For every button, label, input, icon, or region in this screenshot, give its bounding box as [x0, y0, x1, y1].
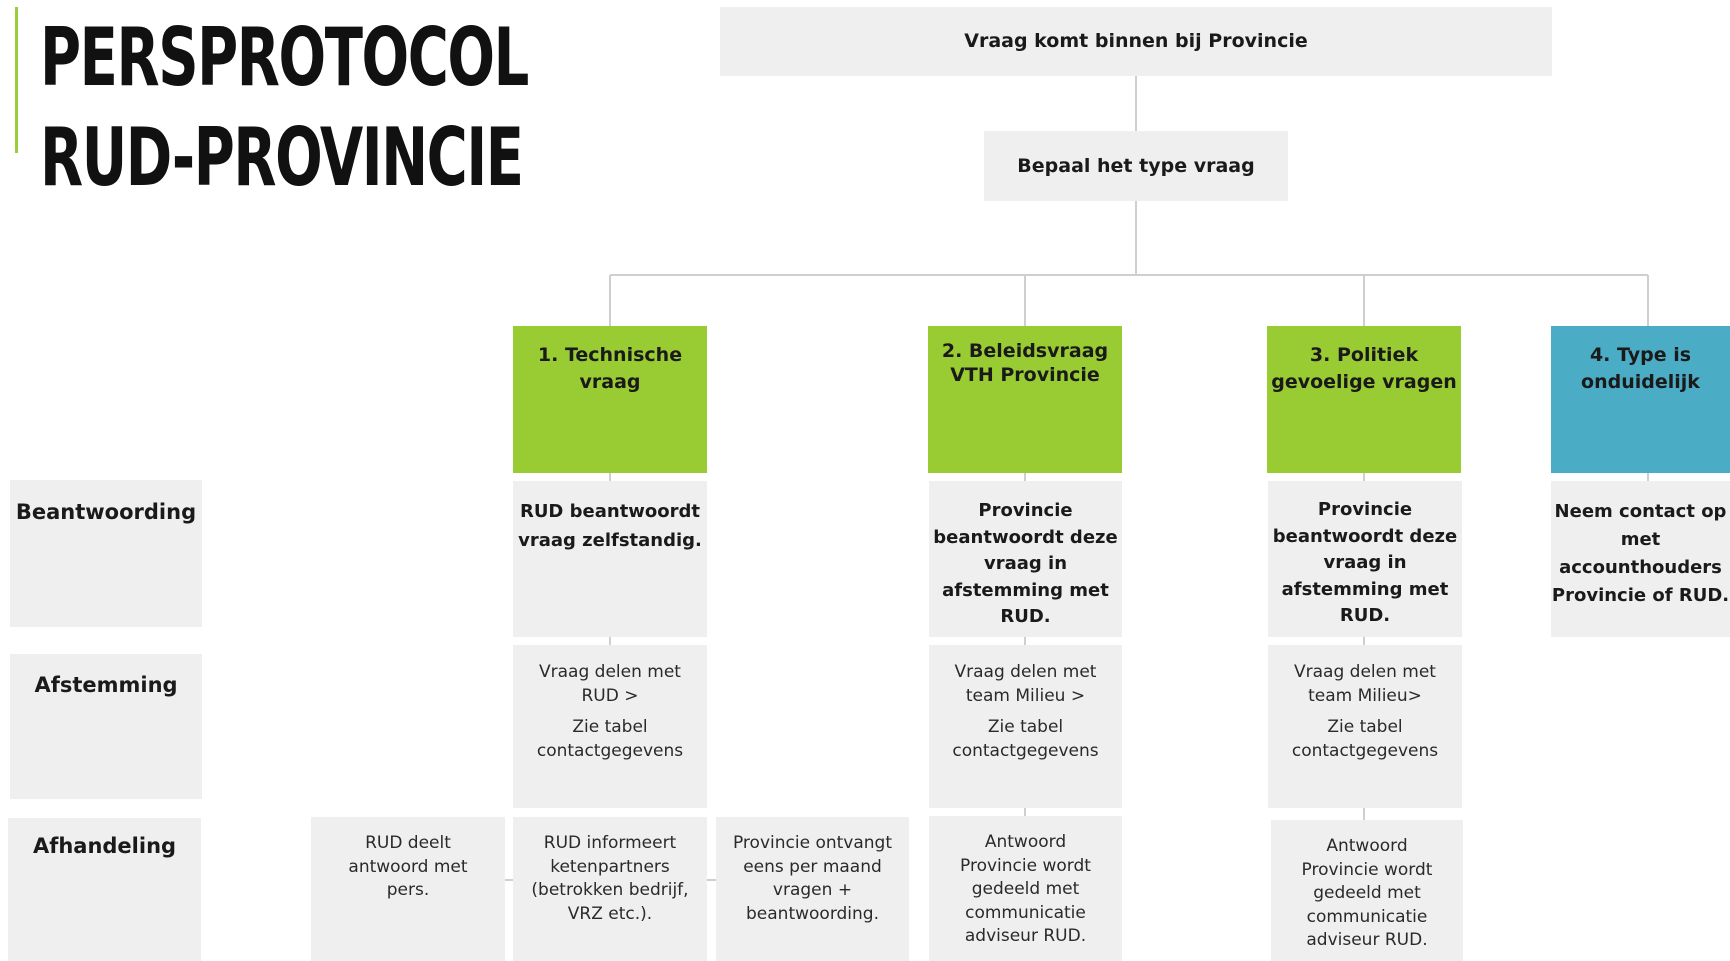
text-line: (betrokken bedrijf,	[531, 880, 689, 900]
text-line: gedeeld met	[971, 879, 1080, 899]
page-title	[40, 8, 528, 208]
type-4-heading-line: 4. Type is	[1589, 344, 1692, 366]
text-line: RUD >	[581, 685, 639, 706]
text-line: VRZ etc.).	[567, 903, 653, 924]
afhandeling-rud-ketenpartners	[513, 817, 707, 961]
text-line: adviseur RUD.	[964, 926, 1087, 946]
text-line: beantwoordt deze	[1272, 525, 1458, 547]
type-2-heading-line: VTH Provincie	[950, 364, 1100, 386]
text-line: adviseur RUD.	[1306, 930, 1428, 950]
text-line: RUD deelt	[365, 833, 451, 853]
text-line: RUD.	[1000, 606, 1051, 627]
page-title-line2: RUD-PROVINCIE	[40, 111, 523, 204]
type-3-heading-line: gevoelige vragen	[1271, 371, 1457, 393]
text-line: eens per maand	[743, 856, 882, 877]
text-line: antwoord met	[348, 856, 468, 877]
text-line: afstemming met	[1281, 578, 1449, 600]
text-line: contactgegevens	[1291, 740, 1439, 761]
text-line: Provincie of RUD.	[1551, 585, 1730, 606]
row-label-text: Afhandeling	[32, 834, 177, 858]
text-line: Provincie	[1317, 499, 1413, 520]
type-2-afhandeling	[929, 816, 1122, 961]
type-2-heading	[928, 326, 1122, 473]
text-line: ketenpartners	[550, 856, 670, 877]
type-1-beantwoording	[513, 481, 707, 637]
text-line: contactgegevens	[536, 740, 684, 761]
type-4-heading-line: onduidelijk	[1581, 371, 1700, 393]
text-line: Vraag delen met	[1294, 662, 1436, 682]
text-line: afstemming met	[942, 579, 1109, 601]
type-3-beantwoording	[1268, 481, 1462, 637]
type-2-heading-line: 2. Beleidsvraag	[941, 340, 1109, 362]
text-line: Antwoord	[984, 832, 1067, 852]
row-label-text: Afstemming	[34, 673, 178, 697]
text-line: gedeeld met	[1313, 883, 1421, 903]
type-1-heading-line: vraag	[579, 371, 641, 393]
text-line: Provincie wordt	[1301, 859, 1433, 880]
text-line: RUD informeert	[543, 833, 677, 853]
row-label-text: Beantwoording	[15, 500, 197, 524]
text-line: vraag zelfstandig.	[518, 530, 702, 551]
type-4-beantwoording	[1551, 481, 1730, 637]
row-label-afhandeling	[8, 818, 201, 961]
text-line: Antwoord	[1326, 836, 1408, 856]
type-3-afstemming	[1268, 645, 1462, 808]
text-line: Provincie ontvangt	[732, 833, 892, 853]
text-line: team Milieu>	[1308, 685, 1422, 706]
text-line: accounthouders	[1559, 557, 1722, 578]
afhandeling-provincie-maand	[716, 817, 909, 961]
start-box	[720, 7, 1552, 76]
page-title-line1: PERSPROTOCOL	[40, 11, 528, 104]
text-line: communicatie	[1306, 906, 1428, 927]
type-1-afstemming	[513, 645, 707, 808]
text-line: Provincie	[978, 500, 1073, 521]
type-2-afstemming	[929, 645, 1122, 808]
text-line: vragen +	[772, 880, 853, 900]
title-accent-bar	[15, 7, 18, 153]
text-line: beantwoording.	[746, 903, 879, 924]
text-line: RUD.	[1339, 605, 1391, 626]
text-line: Vraag delen met	[954, 662, 1097, 682]
decision-box	[984, 131, 1288, 201]
text-line: RUD beantwoordt	[519, 501, 701, 522]
text-line: vraag in	[1323, 552, 1407, 573]
type-2-beantwoording	[929, 481, 1122, 637]
text-line: met	[1620, 529, 1661, 550]
type-1-heading-line: 1. Technische	[537, 344, 683, 366]
text-line: beantwoordt deze	[933, 526, 1118, 548]
text-line: Zie tabel	[572, 717, 648, 737]
row-label-beantwoording	[10, 480, 202, 627]
afhandeling-rud-pers	[311, 817, 505, 961]
text-line: pers.	[386, 880, 430, 900]
text-line: Neem contact op	[1554, 501, 1727, 522]
text-line: communicatie	[965, 902, 1086, 923]
text-line: Zie tabel	[987, 717, 1064, 737]
text-line: Vraag delen met	[539, 662, 681, 682]
type-3-heading	[1267, 326, 1461, 473]
text-line: Provincie wordt	[960, 855, 1091, 876]
row-label-afstemming	[10, 654, 202, 799]
type-3-heading-line: 3. Politiek	[1309, 344, 1419, 366]
text-line: team Milieu >	[965, 685, 1086, 706]
type-1-heading	[513, 326, 707, 473]
text-line: vraag in	[983, 553, 1068, 574]
type-3-afhandeling	[1271, 820, 1463, 961]
decision-box-label: Bepaal het type vraag	[1017, 154, 1255, 177]
type-4-heading	[1551, 326, 1730, 473]
start-box-label: Vraag komt binnen bij Provincie	[964, 30, 1308, 52]
text-line: Zie tabel	[1327, 717, 1403, 737]
text-line: contactgegevens	[952, 740, 1099, 761]
